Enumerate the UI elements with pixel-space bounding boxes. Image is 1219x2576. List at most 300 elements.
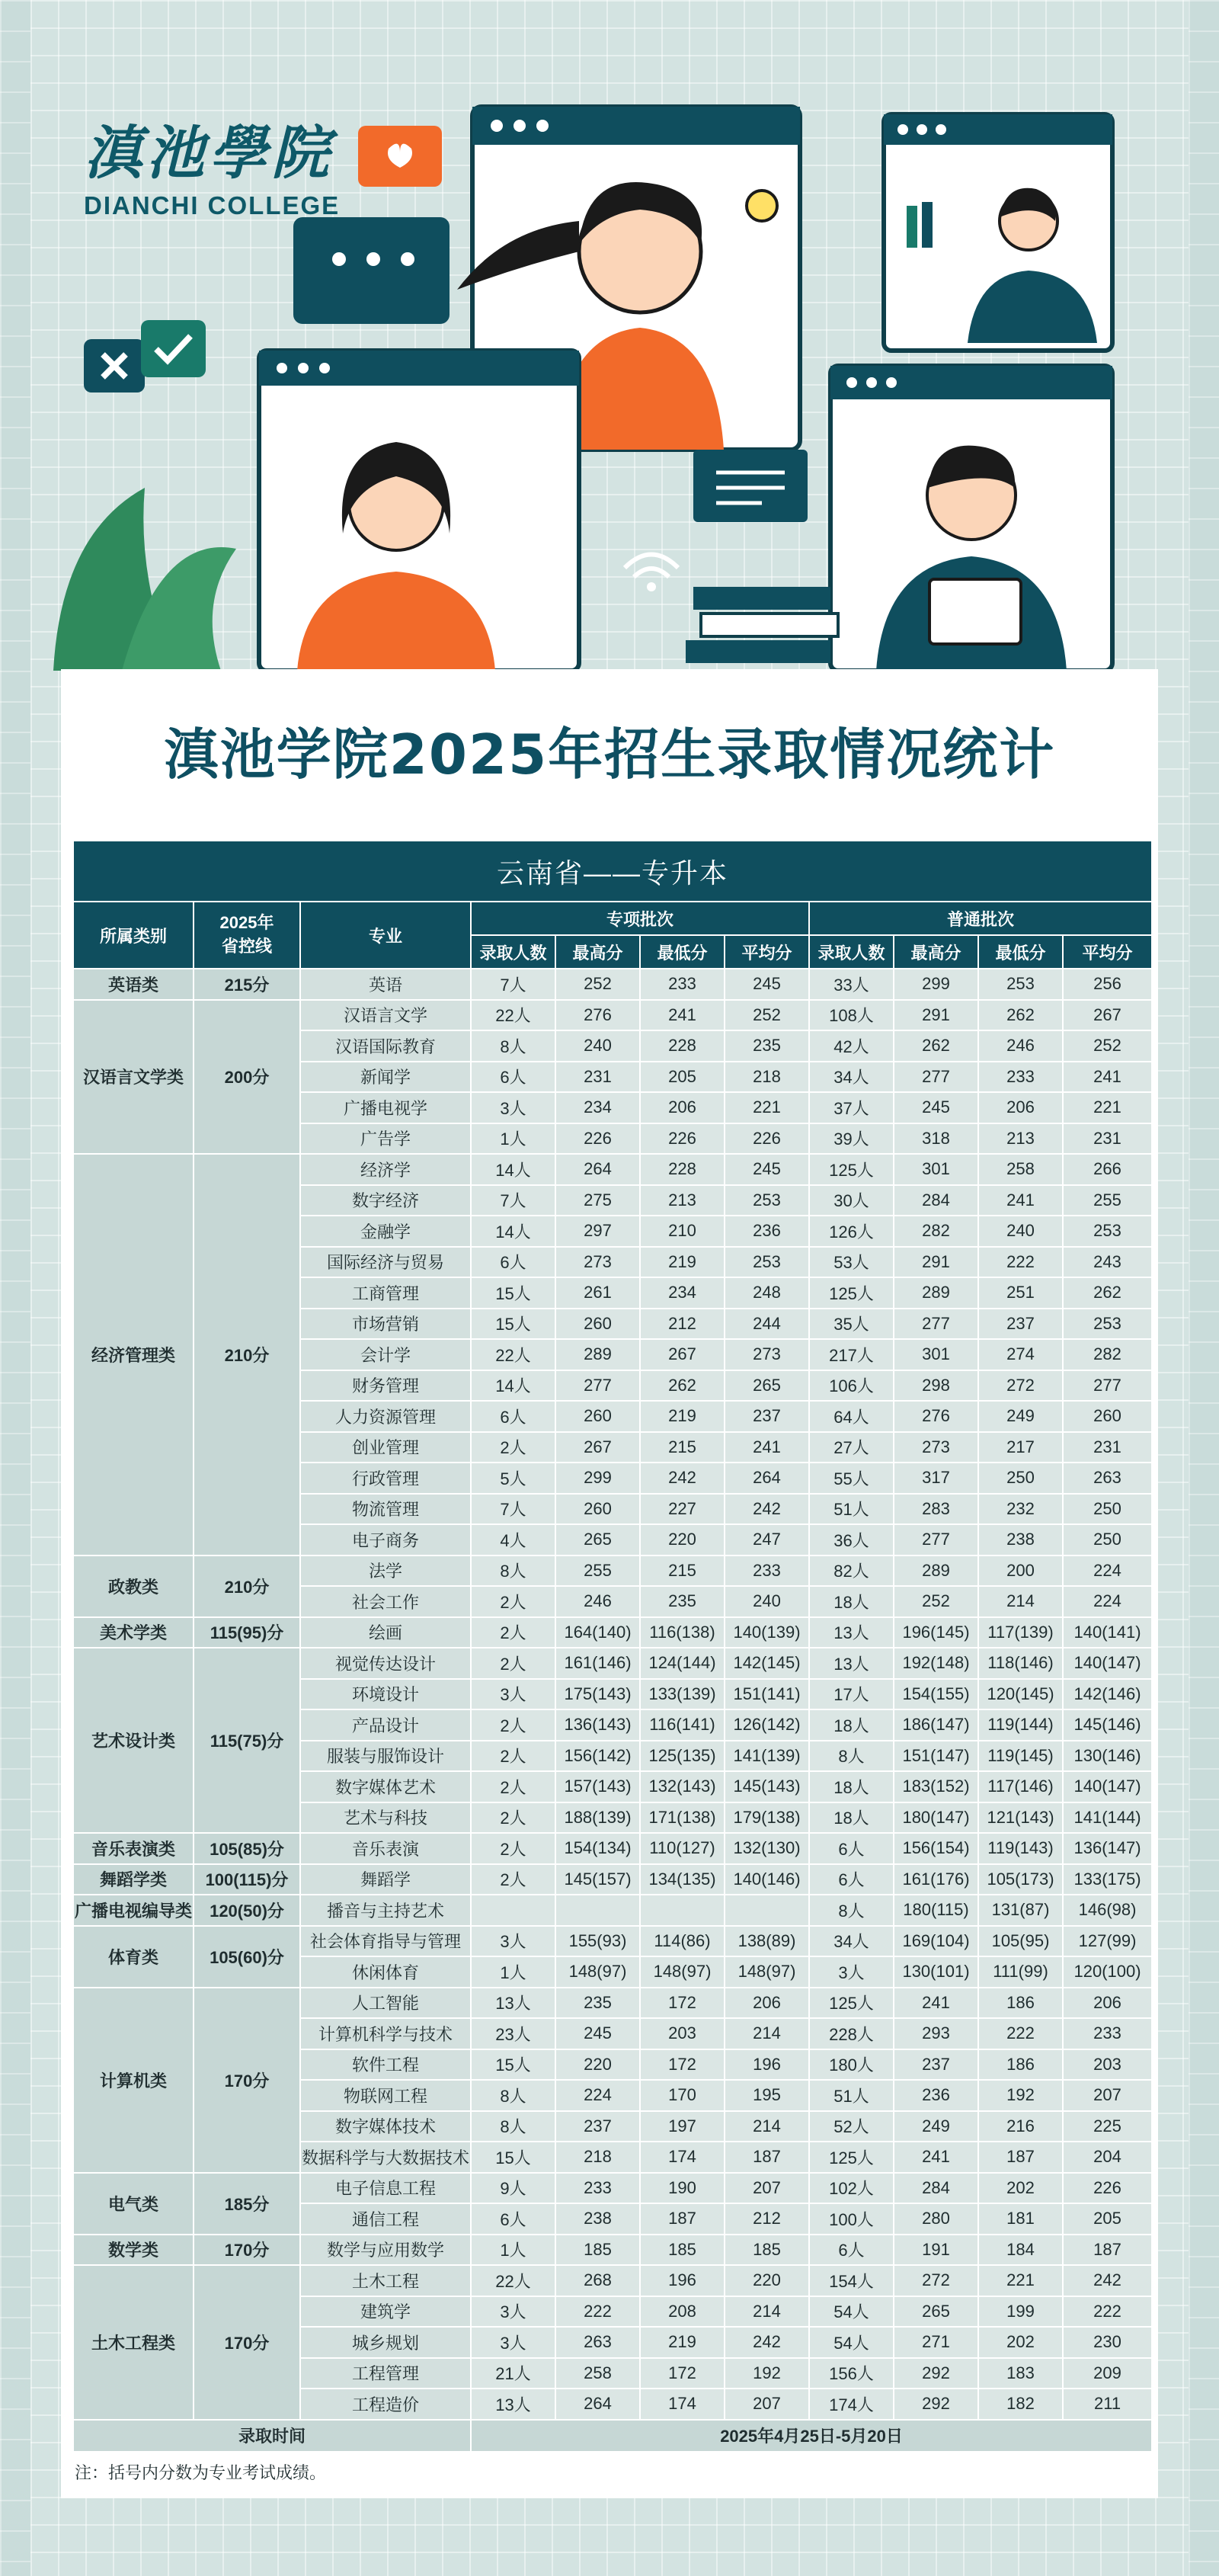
score-cell: 249 <box>978 1401 1063 1432</box>
score-cell: 140(146) <box>725 1864 809 1895</box>
score-cell <box>471 1895 555 1926</box>
score-cell: 14人 <box>471 1216 555 1247</box>
score-cell: 252 <box>1063 1030 1152 1062</box>
control-line-cell: 100(115)分 <box>194 1864 300 1895</box>
score-cell: 9人 <box>471 2173 555 2204</box>
score-cell: 252 <box>725 1000 809 1031</box>
score-cell: 102人 <box>809 2173 894 2204</box>
major-cell: 行政管理 <box>300 1463 471 1494</box>
score-cell: 205 <box>640 1062 725 1093</box>
score-cell: 192(148) <box>894 1648 978 1679</box>
score-cell: 157(143) <box>555 1771 640 1802</box>
score-cell: 6人 <box>471 1247 555 1278</box>
control-line-cell: 170分 <box>194 2265 300 2420</box>
score-cell: 145(146) <box>1063 1709 1152 1741</box>
score-cell: 264 <box>725 1463 809 1494</box>
score-cell: 293 <box>894 2018 978 2049</box>
score-cell: 164(140) <box>555 1617 640 1648</box>
header-sub: 平均分 <box>725 935 809 969</box>
major-cell: 计算机科学与技术 <box>300 2018 471 2049</box>
score-cell: 301 <box>894 1339 978 1370</box>
score-cell: 245 <box>725 1154 809 1185</box>
score-cell: 234 <box>640 1277 725 1309</box>
major-cell: 土木工程 <box>300 2265 471 2296</box>
score-cell: 241 <box>640 1000 725 1031</box>
control-line-cell: 120(50)分 <box>194 1895 300 1926</box>
score-cell: 282 <box>894 1216 978 1247</box>
score-cell: 54人 <box>809 2296 894 2328</box>
score-cell: 185 <box>555 2235 640 2266</box>
major-cell: 软件工程 <box>300 2049 471 2081</box>
score-cell: 255 <box>1063 1185 1152 1216</box>
score-cell: 236 <box>725 1216 809 1247</box>
score-cell: 3人 <box>471 2327 555 2358</box>
score-cell: 142(146) <box>1063 1679 1152 1710</box>
score-cell: 214 <box>725 2296 809 2328</box>
score-cell: 241 <box>725 1432 809 1463</box>
score-cell: 133(139) <box>640 1679 725 1710</box>
table-row <box>73 1864 1152 1895</box>
header-special-batch: 专项批次 <box>471 902 809 935</box>
score-cell: 297 <box>555 1216 640 1247</box>
score-cell: 289 <box>894 1556 978 1587</box>
score-cell: 174人 <box>809 2389 894 2420</box>
score-cell: 276 <box>555 1000 640 1031</box>
score-cell: 261 <box>555 1277 640 1309</box>
score-cell: 7人 <box>471 1185 555 1216</box>
score-cell: 244 <box>725 1309 809 1340</box>
score-cell: 256 <box>1063 969 1152 1000</box>
header-sub: 最高分 <box>894 935 978 969</box>
score-cell: 203 <box>1063 2049 1152 2081</box>
footnote: 注：括号内分数为专业考试成绩。 <box>75 2464 327 2483</box>
control-line-cell: 200分 <box>194 1000 300 1155</box>
score-cell: 64人 <box>809 1401 894 1432</box>
score-cell: 277 <box>894 1524 978 1556</box>
score-cell: 154(155) <box>894 1679 978 1710</box>
score-cell: 233 <box>978 1062 1063 1093</box>
score-cell: 226 <box>725 1123 809 1155</box>
score-cell: 262 <box>978 1000 1063 1031</box>
score-cell: 317 <box>894 1463 978 1494</box>
score-cell: 298 <box>894 1370 978 1402</box>
major-cell: 工商管理 <box>300 1277 471 1309</box>
score-cell: 8人 <box>471 2111 555 2142</box>
score-cell: 266 <box>1063 1154 1152 1185</box>
score-cell: 248 <box>725 1277 809 1309</box>
score-cell: 18人 <box>809 1771 894 1802</box>
score-cell: 125人 <box>809 2142 894 2173</box>
score-cell: 216 <box>978 2111 1063 2142</box>
score-cell: 174 <box>640 2389 725 2420</box>
score-cell: 235 <box>640 1586 725 1617</box>
score-cell: 7人 <box>471 969 555 1000</box>
score-cell: 2人 <box>471 1741 555 1772</box>
major-cell: 法学 <box>300 1556 471 1587</box>
score-cell: 210 <box>640 1216 725 1247</box>
score-cell: 172 <box>640 1988 725 2019</box>
score-cell: 226 <box>1063 2173 1152 2204</box>
score-cell: 276 <box>894 1401 978 1432</box>
score-cell: 118(146) <box>978 1648 1063 1679</box>
table-row <box>73 1617 1152 1648</box>
score-cell: 52人 <box>809 2111 894 2142</box>
control-line-cell: 210分 <box>194 1154 300 1556</box>
score-cell: 200 <box>978 1556 1063 1587</box>
score-cell: 180人 <box>809 2049 894 2081</box>
score-cell: 234 <box>555 1092 640 1123</box>
score-cell: 111(99) <box>978 1956 1063 1988</box>
category-cell: 广播电视编导类 <box>73 1895 194 1926</box>
score-cell: 214 <box>725 2111 809 2142</box>
score-cell: 141(144) <box>1063 1802 1152 1834</box>
score-cell: 119(144) <box>978 1709 1063 1741</box>
major-cell: 创业管理 <box>300 1432 471 1463</box>
score-cell: 241 <box>894 2142 978 2173</box>
major-cell: 新闻学 <box>300 1062 471 1093</box>
score-cell: 169(104) <box>894 1926 978 1957</box>
score-cell: 202 <box>978 2173 1063 2204</box>
control-line-cell: 115(95)分 <box>194 1617 300 1648</box>
score-cell: 22人 <box>471 1339 555 1370</box>
score-cell: 180(147) <box>894 1802 978 1834</box>
score-cell: 213 <box>978 1123 1063 1155</box>
category-cell: 英语类 <box>73 969 194 1000</box>
score-cell: 299 <box>894 969 978 1000</box>
header-sub: 最低分 <box>640 935 725 969</box>
score-cell: 206 <box>1063 1988 1152 2019</box>
major-cell: 英语 <box>300 969 471 1000</box>
score-cell: 124(144) <box>640 1648 725 1679</box>
score-cell: 260 <box>555 1309 640 1340</box>
score-cell: 224 <box>1063 1586 1152 1617</box>
score-cell: 238 <box>978 1524 1063 1556</box>
score-cell: 15人 <box>471 1309 555 1340</box>
score-cell: 289 <box>555 1339 640 1370</box>
score-cell: 132(130) <box>725 1833 809 1864</box>
category-cell: 数学类 <box>73 2235 194 2266</box>
table-row <box>73 1154 1152 1185</box>
major-cell: 社会体育指导与管理 <box>300 1926 471 1957</box>
table-row <box>73 2265 1152 2296</box>
score-cell: 186 <box>978 2049 1063 2081</box>
score-cell <box>555 1895 640 1926</box>
score-cell: 213 <box>640 1185 725 1216</box>
score-cell: 241 <box>894 1988 978 2019</box>
score-cell: 142(145) <box>725 1648 809 1679</box>
control-line-cell: 170分 <box>194 2235 300 2266</box>
illustration-svg <box>30 0 1189 671</box>
score-cell: 238 <box>555 2203 640 2235</box>
score-cell: 222 <box>555 2296 640 2328</box>
score-cell: 155(93) <box>555 1926 640 1957</box>
score-cell: 220 <box>640 1524 725 1556</box>
major-cell: 社会工作 <box>300 1586 471 1617</box>
header-control-line: 2025年 省控线 <box>194 902 300 969</box>
score-cell: 105(95) <box>978 1926 1063 1957</box>
score-cell: 105(173) <box>978 1864 1063 1895</box>
table-row <box>73 1000 1152 1031</box>
major-cell: 工程造价 <box>300 2389 471 2420</box>
score-cell: 215 <box>640 1432 725 1463</box>
score-cell: 13人 <box>809 1648 894 1679</box>
score-cell: 235 <box>725 1030 809 1062</box>
control-line-cell: 170分 <box>194 1988 300 2173</box>
score-cell: 156人 <box>809 2358 894 2389</box>
score-cell: 15人 <box>471 2142 555 2173</box>
score-cell: 273 <box>894 1432 978 1463</box>
score-cell: 181 <box>978 2203 1063 2235</box>
score-cell: 6人 <box>471 1401 555 1432</box>
score-cell: 18人 <box>809 1802 894 1834</box>
score-cell: 8人 <box>471 1030 555 1062</box>
score-cell: 242 <box>1063 2265 1152 2296</box>
table-row <box>73 1926 1152 1957</box>
score-cell: 8人 <box>471 1556 555 1587</box>
score-cell: 196 <box>640 2265 725 2296</box>
score-cell: 214 <box>725 2018 809 2049</box>
score-cell: 148(97) <box>725 1956 809 1988</box>
score-cell: 187 <box>978 2142 1063 2173</box>
score-cell: 13人 <box>471 2389 555 2420</box>
score-cell: 1人 <box>471 1956 555 1988</box>
score-cell: 8人 <box>809 1895 894 1926</box>
score-cell: 237 <box>978 1309 1063 1340</box>
score-cell: 14人 <box>471 1370 555 1402</box>
score-cell: 233 <box>725 1556 809 1587</box>
score-cell: 145(157) <box>555 1864 640 1895</box>
score-cell: 156(142) <box>555 1741 640 1772</box>
score-cell: 217 <box>978 1432 1063 1463</box>
major-cell: 物联网工程 <box>300 2080 471 2111</box>
score-cell: 275 <box>555 1185 640 1216</box>
score-cell: 284 <box>894 1185 978 1216</box>
score-cell: 6人 <box>471 2203 555 2235</box>
score-cell: 117(139) <box>978 1617 1063 1648</box>
score-cell: 273 <box>725 1339 809 1370</box>
score-cell: 2人 <box>471 1432 555 1463</box>
score-cell: 267 <box>640 1339 725 1370</box>
score-cell: 214 <box>978 1586 1063 1617</box>
score-cell: 245 <box>555 2018 640 2049</box>
major-cell: 市场营销 <box>300 1309 471 1340</box>
header-sub: 最低分 <box>978 935 1063 969</box>
control-line-cell: 105(85)分 <box>194 1833 300 1864</box>
score-cell: 3人 <box>471 2296 555 2328</box>
score-cell: 2人 <box>471 1586 555 1617</box>
score-cell: 132(143) <box>640 1771 725 1802</box>
laptop-icon <box>929 579 1021 644</box>
score-cell: 114(86) <box>640 1926 725 1957</box>
score-cell: 243 <box>1063 1247 1152 1278</box>
score-cell: 204 <box>1063 2142 1152 2173</box>
score-cell: 110(127) <box>640 1833 725 1864</box>
major-cell: 绘画 <box>300 1617 471 1648</box>
major-cell: 环境设计 <box>300 1679 471 1710</box>
score-cell: 36人 <box>809 1524 894 1556</box>
score-cell: 202 <box>978 2327 1063 2358</box>
table-row <box>73 2173 1152 2204</box>
score-cell: 183(152) <box>894 1771 978 1802</box>
score-cell: 231 <box>1063 1432 1152 1463</box>
score-cell: 280 <box>894 2203 978 2235</box>
logo-chinese: 滇池學院 <box>84 119 334 187</box>
major-cell: 播音与主持艺术 <box>300 1895 471 1926</box>
score-cell: 130(146) <box>1063 1741 1152 1772</box>
score-cell: 119(145) <box>978 1741 1063 1772</box>
score-cell: 126人 <box>809 1216 894 1247</box>
score-cell: 22人 <box>471 2265 555 2296</box>
score-cell: 253 <box>725 1185 809 1216</box>
major-cell: 数据科学与大数据技术 <box>300 2142 471 2173</box>
score-cell: 292 <box>894 2358 978 2389</box>
score-cell: 267 <box>1063 1000 1152 1031</box>
control-line-cell: 210分 <box>194 1556 300 1617</box>
score-cell: 263 <box>1063 1463 1152 1494</box>
score-cell: 183 <box>978 2358 1063 2389</box>
score-cell: 272 <box>978 1370 1063 1402</box>
score-cell: 192 <box>978 2080 1063 2111</box>
score-cell: 1人 <box>471 2235 555 2266</box>
score-cell: 206 <box>978 1092 1063 1123</box>
score-cell: 267 <box>555 1432 640 1463</box>
major-cell: 产品设计 <box>300 1709 471 1741</box>
major-cell: 数字媒体艺术 <box>300 1771 471 1802</box>
major-cell: 物流管理 <box>300 1494 471 1525</box>
score-cell: 258 <box>978 1154 1063 1185</box>
table-row <box>73 969 1152 1000</box>
score-cell: 246 <box>978 1030 1063 1062</box>
table-row <box>73 1648 1152 1679</box>
score-cell: 15人 <box>471 2049 555 2081</box>
score-cell: 318 <box>894 1123 978 1155</box>
score-cell: 136(147) <box>1063 1833 1152 1864</box>
score-cell: 15人 <box>471 1277 555 1309</box>
score-cell: 134(135) <box>640 1864 725 1895</box>
score-cell: 140(147) <box>1063 1648 1152 1679</box>
score-cell: 116(138) <box>640 1617 725 1648</box>
table-body <box>73 969 1152 2420</box>
score-cell: 136(143) <box>555 1709 640 1741</box>
score-cell: 242 <box>725 1494 809 1525</box>
score-cell: 154(134) <box>555 1833 640 1864</box>
score-cell: 203 <box>640 2018 725 2049</box>
score-cell: 82人 <box>809 1556 894 1587</box>
score-cell: 242 <box>640 1463 725 1494</box>
category-cell: 计算机类 <box>73 1988 194 2173</box>
score-cell: 125人 <box>809 1277 894 1309</box>
score-cell: 116(141) <box>640 1709 725 1741</box>
score-cell: 222 <box>978 2018 1063 2049</box>
score-cell: 236 <box>894 2080 978 2111</box>
score-cell: 106人 <box>809 1370 894 1402</box>
major-cell: 电子信息工程 <box>300 2173 471 2204</box>
score-cell: 148(97) <box>555 1956 640 1988</box>
score-cell: 221 <box>978 2265 1063 2296</box>
score-cell: 161(176) <box>894 1864 978 1895</box>
score-cell: 209 <box>1063 2358 1152 2389</box>
score-cell: 125人 <box>809 1988 894 2019</box>
score-cell: 277 <box>555 1370 640 1402</box>
score-cell <box>640 1895 725 1926</box>
score-cell: 186 <box>978 1988 1063 2019</box>
lightbulb-icon <box>747 191 777 221</box>
score-cell: 187 <box>1063 2235 1152 2266</box>
major-cell: 数字媒体技术 <box>300 2111 471 2142</box>
score-cell: 250 <box>1063 1524 1152 1556</box>
table-row <box>73 1833 1152 1864</box>
category-cell: 汉语言文学类 <box>73 1000 194 1155</box>
score-cell: 253 <box>978 969 1063 1000</box>
score-cell: 6人 <box>809 1864 894 1895</box>
score-cell: 299 <box>555 1463 640 1494</box>
score-cell: 252 <box>555 969 640 1000</box>
header-sub: 最高分 <box>555 935 640 969</box>
score-cell: 241 <box>978 1185 1063 1216</box>
score-cell: 215 <box>640 1556 725 1587</box>
score-cell: 206 <box>725 1988 809 2019</box>
score-cell: 18人 <box>809 1709 894 1741</box>
score-cell: 251 <box>978 1277 1063 1309</box>
score-cell: 17人 <box>809 1679 894 1710</box>
score-cell: 34人 <box>809 1926 894 1957</box>
header-sub: 平均分 <box>1063 935 1152 969</box>
major-cell: 广告学 <box>300 1123 471 1155</box>
score-cell: 222 <box>1063 2296 1152 2328</box>
score-cell: 2人 <box>471 1709 555 1741</box>
score-cell: 156(154) <box>894 1833 978 1864</box>
score-cell: 138(89) <box>725 1926 809 1957</box>
check-bubble-icon <box>141 320 206 377</box>
score-cell: 218 <box>725 1062 809 1093</box>
table-row <box>73 1988 1152 2019</box>
score-cell: 230 <box>1063 2327 1152 2358</box>
score-cell: 185 <box>640 2235 725 2266</box>
score-cell: 172 <box>640 2049 725 2081</box>
score-cell: 184 <box>978 2235 1063 2266</box>
score-cell: 120(100) <box>1063 1956 1152 1988</box>
category-cell: 艺术设计类 <box>73 1648 194 1833</box>
category-cell: 体育类 <box>73 1926 194 1988</box>
score-cell: 182 <box>978 2389 1063 2420</box>
score-cell: 222 <box>978 1247 1063 1278</box>
score-cell: 22人 <box>471 1000 555 1031</box>
score-cell: 133(175) <box>1063 1864 1152 1895</box>
major-cell: 金融学 <box>300 1216 471 1247</box>
score-cell: 196 <box>725 2049 809 2081</box>
score-cell: 51人 <box>809 1494 894 1525</box>
score-cell: 151(147) <box>894 1741 978 1772</box>
score-cell: 220 <box>725 2265 809 2296</box>
score-cell: 6人 <box>471 1062 555 1093</box>
score-cell: 237 <box>725 1401 809 1432</box>
score-cell: 191 <box>894 2235 978 2266</box>
major-cell: 建筑学 <box>300 2296 471 2328</box>
major-cell: 服装与服饰设计 <box>300 1741 471 1772</box>
score-cell: 148(97) <box>640 1956 725 1988</box>
major-cell: 数学与应用数学 <box>300 2235 471 2266</box>
score-cell: 225 <box>1063 2111 1152 2142</box>
score-cell: 119(143) <box>978 1833 1063 1864</box>
score-cell: 212 <box>640 1309 725 1340</box>
major-cell: 电子商务 <box>300 1524 471 1556</box>
score-cell: 2人 <box>471 1802 555 1834</box>
score-cell: 207 <box>1063 2080 1152 2111</box>
score-cell: 264 <box>555 2389 640 2420</box>
score-cell: 154人 <box>809 2265 894 2296</box>
score-cell: 5人 <box>471 1463 555 1494</box>
score-cell: 245 <box>894 1092 978 1123</box>
